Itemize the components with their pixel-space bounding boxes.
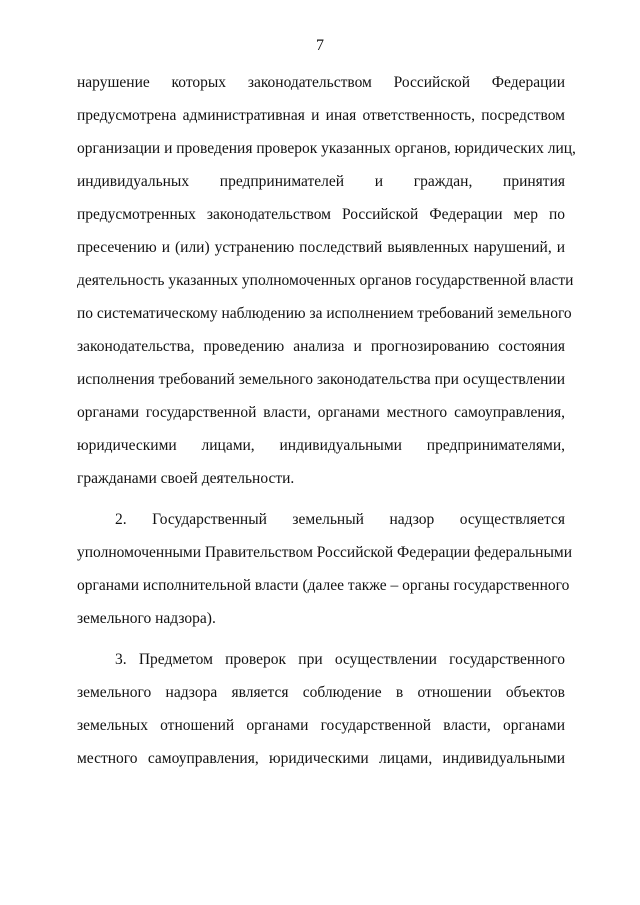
text-line: организации и проведения проверок указанных органов, юридических лиц, bbox=[77, 140, 576, 157]
text-line: земельных отношений органами государственной власти, органами bbox=[77, 717, 565, 734]
text-line: 2. Государственный земельный надзор осуществляется bbox=[115, 511, 565, 528]
paragraph-1 bbox=[77, 66, 576, 495]
text-line: законодательства, проведению анализа и прогнозированию состояния bbox=[77, 338, 565, 355]
text-line: по систематическому наблюдению за исполнением требований земельного bbox=[77, 305, 572, 322]
page-number: 7 bbox=[316, 37, 324, 54]
text-line: уполномоченными Правительством Российской Федерации федеральными bbox=[77, 544, 572, 561]
text-line: гражданами своей деятельности. bbox=[77, 470, 295, 487]
text-line: земельного надзора). bbox=[77, 610, 216, 627]
text-line: органами государственной власти, органами местного самоуправления, bbox=[77, 404, 565, 421]
paragraph-3 bbox=[77, 643, 565, 775]
text-line: пресечению и (или) устранению последствий выявленных нарушений, и bbox=[77, 239, 565, 256]
text-line: местного самоуправления, юридическими лицами, индивидуальными bbox=[77, 750, 565, 767]
text-line: предусмотрена административная и иная ответственность, посредством bbox=[77, 107, 565, 124]
text-line: земельного надзора является соблюдение в отношении объектов bbox=[77, 684, 565, 701]
text-line: деятельность указанных уполномоченных органов государственной власти bbox=[77, 272, 574, 289]
document-body bbox=[77, 66, 576, 775]
text-line: юридическими лицами, индивидуальными предпринимателями, bbox=[77, 437, 565, 454]
text-line: 3. Предметом проверок при осуществлении государственного bbox=[115, 651, 565, 668]
paragraph-2 bbox=[77, 503, 572, 635]
text-line: предусмотренных законодательством Российской Федерации мер по bbox=[77, 206, 565, 223]
text-line: исполнения требований земельного законодательства при осуществлении bbox=[77, 371, 565, 388]
text-line: нарушение которых законодательством Российской Федерации bbox=[77, 74, 565, 91]
text-line: индивидуальных предпринимателей и граждан, принятия bbox=[77, 173, 565, 190]
text-line: органами исполнительной власти (далее также – органы государственного bbox=[77, 577, 570, 594]
